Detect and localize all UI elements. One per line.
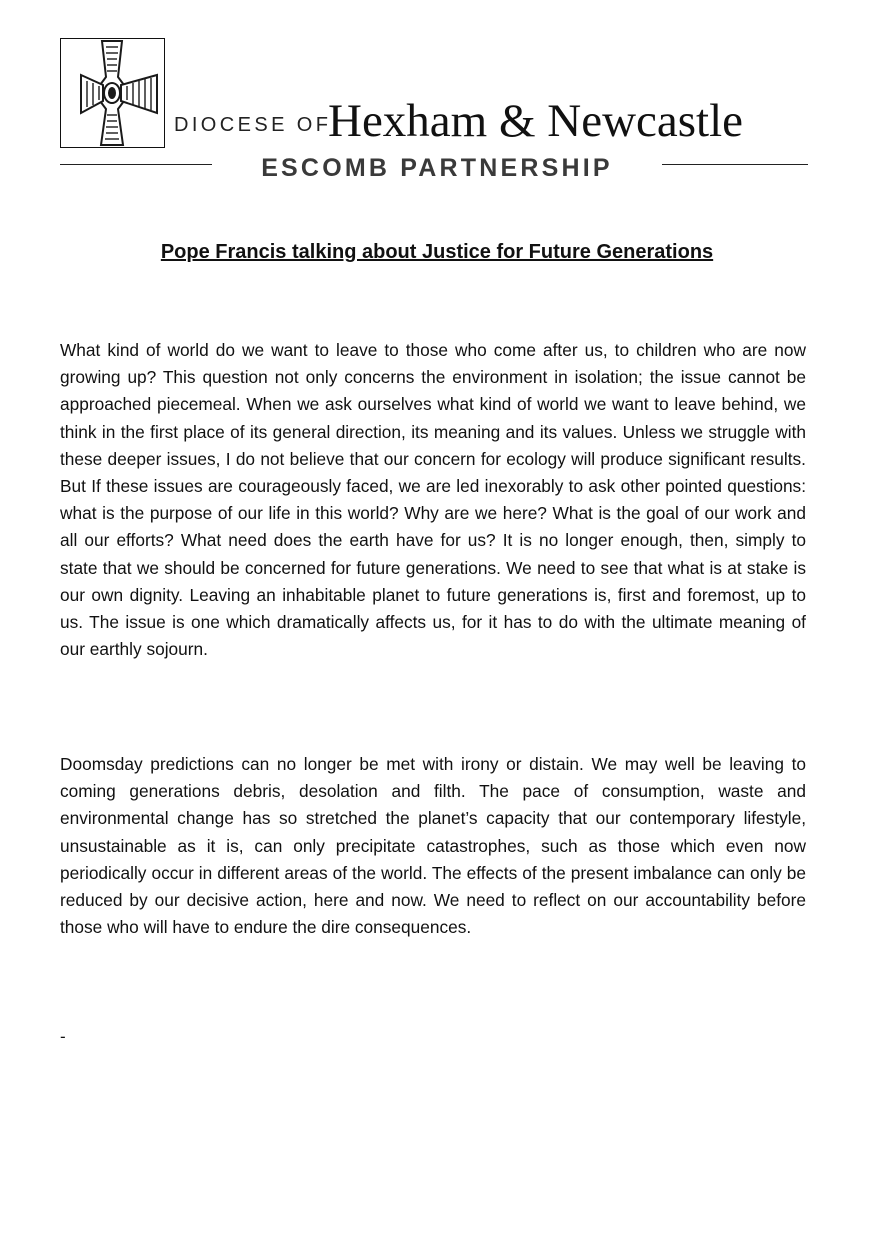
- diocese-name: Hexham & Newcastle: [328, 95, 744, 147]
- body-paragraph-1: What kind of world do we want to leave to those who come after us, to children who are now growing up? This question not only concerns the environment in isolation; the issue cannot be approached piecemeal. When we ask ourselves what kind of world we want to leave behind, we think in the first place of its general direction, its meaning and its values. Unless we struggle with these deeper issues, I do not believe that our concern for ecology will produce significant results. But If these issues are courageously faced, we are led inexorably to ask other pointed questions: what is the purpose of our life in this world? Why are we here? What is the goal of our work and all our efforts? What need does the earth have for us? It is no longer enough, then, simply to state that we should be concerned for future generations. We need to see that what is at stake is our own dignity. Leaving an inhabitable planet to future generations is, first and foremost, up to us. The issue is one which dramatically affects us, for it has to do with the ultimate meaning of our earthly sojourn.: [60, 340, 806, 660]
- partnership-name: ESCOMB PARTNERSHIP: [261, 154, 613, 182]
- diocese-prefix: DIOCESE OF: [174, 114, 332, 136]
- body-paragraph-2: Doomsday predictions can no longer be met with irony or distain. We may well be leaving to coming generations debris, desolation and filth. The pace of consumption, waste and environmental change has so stretched the planet’s capacity that our contemporary lifestyle, unsustainable as it is, can only precipitate catastrophes, such as those which even now periodically occur in different areas of the world. The effects of the present imbalance can only be reduced by our decisive action, here and now. We need to reflect on our accountability before those who will have to endure the dire consequences.: [60, 754, 806, 938]
- diocese-logo: [60, 38, 165, 148]
- header-divider-right: [662, 164, 808, 165]
- celtic-cross-icon: [61, 39, 164, 147]
- trailing-dash: -: [60, 1027, 66, 1046]
- document-title: Pope Francis talking about Justice for Future Generations: [160, 241, 714, 263]
